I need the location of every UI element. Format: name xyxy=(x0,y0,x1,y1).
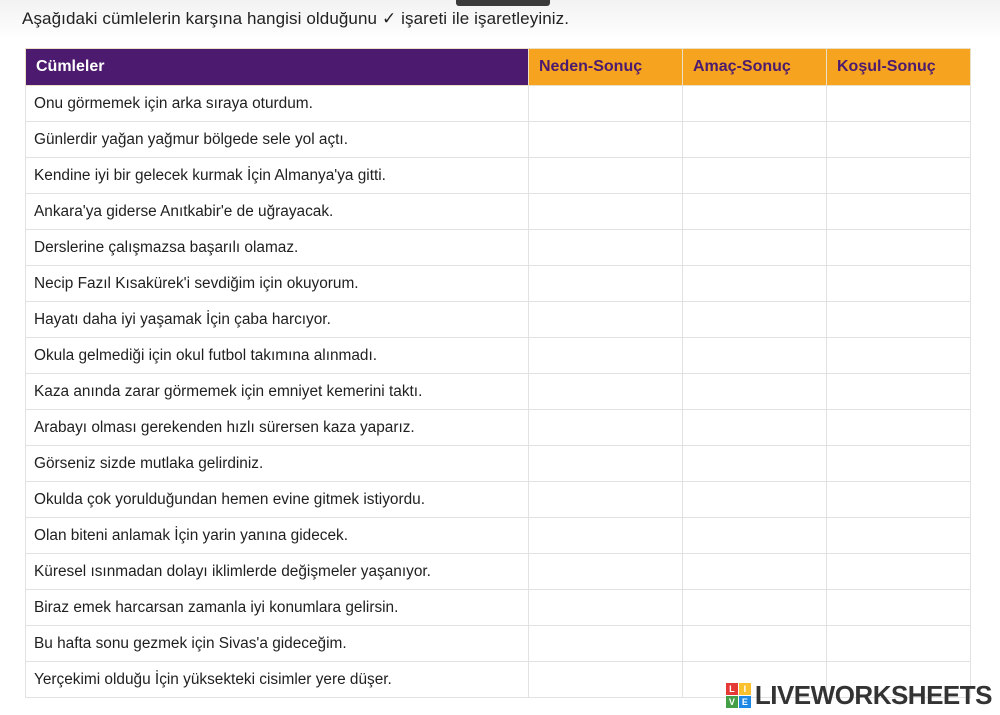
table-row xyxy=(26,338,971,374)
header-amac-sonuc: Amaç-Sonuç xyxy=(683,49,827,86)
answer-cell-neden-sonuc[interactable] xyxy=(529,302,683,338)
answer-cell-neden-sonuc[interactable] xyxy=(529,662,683,698)
worksheet-table xyxy=(25,48,971,698)
table-row xyxy=(26,302,971,338)
answer-cell-amac-sonuc[interactable] xyxy=(683,158,827,194)
sentence-cell: Küresel ısınmadan dolayı iklimlerde değişmeler yaşanıyor. xyxy=(26,554,529,590)
answer-cell-kosul-sonuc[interactable] xyxy=(827,302,971,338)
answer-cell-kosul-sonuc[interactable] xyxy=(827,626,971,662)
answer-cell-kosul-sonuc[interactable] xyxy=(827,122,971,158)
answer-cell-neden-sonuc[interactable] xyxy=(529,446,683,482)
watermark-text: LIVEWORKSHEETS xyxy=(754,679,992,710)
sentence-cell: Kendine iyi bir gelecek kurmak İçin Almanya'ya gitti. xyxy=(26,158,529,194)
table-row xyxy=(26,518,971,554)
answer-cell-neden-sonuc[interactable] xyxy=(529,338,683,374)
answer-cell-amac-sonuc[interactable] xyxy=(683,410,827,446)
answer-cell-amac-sonuc[interactable] xyxy=(683,194,827,230)
answer-cell-neden-sonuc[interactable] xyxy=(529,410,683,446)
answer-cell-amac-sonuc[interactable] xyxy=(683,482,827,518)
logo-letter: I xyxy=(739,683,751,695)
header-row xyxy=(26,49,971,86)
answer-cell-neden-sonuc[interactable] xyxy=(529,86,683,122)
table-row xyxy=(26,86,971,122)
answer-cell-kosul-sonuc[interactable] xyxy=(827,86,971,122)
logo-letter: E xyxy=(739,696,751,708)
sentence-cell: Okulda çok yorulduğundan hemen evine gitmek istiyordu. xyxy=(26,482,529,518)
instruction-text-end: işareti ile işaretleyiniz. xyxy=(396,9,570,28)
answer-cell-amac-sonuc[interactable] xyxy=(683,446,827,482)
sentence-cell: Necip Fazıl Kısakürek'i sevdiğim için okuyorum. xyxy=(26,266,529,302)
answer-cell-neden-sonuc[interactable] xyxy=(529,626,683,662)
sentence-cell: Derslerine çalışmazsa başarılı olamaz. xyxy=(26,230,529,266)
check-mark-icon: ✓ xyxy=(381,9,397,29)
answer-cell-kosul-sonuc[interactable] xyxy=(827,554,971,590)
instruction-text-start: Aşağıdaki cümlelerin karşına hangisi olduğunu xyxy=(22,9,382,28)
answer-cell-neden-sonuc[interactable] xyxy=(529,230,683,266)
answer-cell-neden-sonuc[interactable] xyxy=(529,194,683,230)
answer-cell-neden-sonuc[interactable] xyxy=(529,590,683,626)
sentence-cell: Biraz emek harcarsan zamanla iyi konumlara gelirsin. xyxy=(26,590,529,626)
table-row xyxy=(26,590,971,626)
answer-cell-kosul-sonuc[interactable] xyxy=(827,194,971,230)
liveworksheets-logo-icon xyxy=(726,683,751,708)
sentence-cell: Kaza anında zarar görmemek için emniyet kemerini taktı. xyxy=(26,374,529,410)
table-row xyxy=(26,626,971,662)
table-row xyxy=(26,266,971,302)
table-row xyxy=(26,158,971,194)
answer-cell-amac-sonuc[interactable] xyxy=(683,554,827,590)
answer-cell-kosul-sonuc[interactable] xyxy=(827,266,971,302)
sentence-cell: Ankara'ya giderse Anıtkabir'e de uğrayacak. xyxy=(26,194,529,230)
answer-cell-kosul-sonuc[interactable] xyxy=(827,158,971,194)
sentence-cell: Arabayı olması gerekenden hızlı sürersen kaza yaparız. xyxy=(26,410,529,446)
answer-cell-amac-sonuc[interactable] xyxy=(683,626,827,662)
answer-cell-kosul-sonuc[interactable] xyxy=(827,410,971,446)
table-row xyxy=(26,482,971,518)
answer-cell-kosul-sonuc[interactable] xyxy=(827,338,971,374)
sentence-cell: Yerçekimi olduğu İçin yüksekteki cisimler yere düşer. xyxy=(26,662,529,698)
answer-cell-amac-sonuc[interactable] xyxy=(683,122,827,158)
logo-letter: V xyxy=(726,696,738,708)
answer-cell-neden-sonuc[interactable] xyxy=(529,482,683,518)
answer-cell-neden-sonuc[interactable] xyxy=(529,554,683,590)
answer-cell-amac-sonuc[interactable] xyxy=(683,266,827,302)
answer-cell-kosul-sonuc[interactable] xyxy=(827,446,971,482)
sentence-cell: Onu görmemek için arka sıraya oturdum. xyxy=(26,86,529,122)
answer-cell-neden-sonuc[interactable] xyxy=(529,158,683,194)
sentence-cell: Günlerdir yağan yağmur bölgede sele yol açtı. xyxy=(26,122,529,158)
answer-cell-kosul-sonuc[interactable] xyxy=(827,230,971,266)
answer-cell-neden-sonuc[interactable] xyxy=(529,518,683,554)
answer-cell-kosul-sonuc[interactable] xyxy=(827,482,971,518)
sentence-cell: Olan biteni anlamak İçin yarin yanına gidecek. xyxy=(26,518,529,554)
table-row xyxy=(26,122,971,158)
answer-cell-kosul-sonuc[interactable] xyxy=(827,590,971,626)
answer-cell-amac-sonuc[interactable] xyxy=(683,518,827,554)
table-row xyxy=(26,194,971,230)
header-neden-sonuc: Neden-Sonuç xyxy=(529,49,683,86)
answer-cell-amac-sonuc[interactable] xyxy=(683,86,827,122)
sentence-cell: Görseniz sizde mutlaka gelirdiniz. xyxy=(26,446,529,482)
answer-cell-amac-sonuc[interactable] xyxy=(683,374,827,410)
answer-cell-neden-sonuc[interactable] xyxy=(529,266,683,302)
answer-cell-neden-sonuc[interactable] xyxy=(529,374,683,410)
answer-cell-amac-sonuc[interactable] xyxy=(683,338,827,374)
header-kosul-sonuc: Koşul-Sonuç xyxy=(827,49,971,86)
table-row xyxy=(26,446,971,482)
answer-cell-neden-sonuc[interactable] xyxy=(529,122,683,158)
liveworksheets-watermark xyxy=(726,680,992,710)
answer-cell-amac-sonuc[interactable] xyxy=(683,590,827,626)
logo-letter: L xyxy=(726,683,738,695)
sentence-cell: Hayatı daha iyi yaşamak İçin çaba harcıyor. xyxy=(26,302,529,338)
answer-cell-amac-sonuc[interactable] xyxy=(683,302,827,338)
table-row xyxy=(26,374,971,410)
table-row xyxy=(26,554,971,590)
table-row xyxy=(26,230,971,266)
header-cumleler: Cümleler xyxy=(26,49,529,86)
answer-cell-amac-sonuc[interactable] xyxy=(683,230,827,266)
sentence-cell: Bu hafta sonu gezmek için Sivas'a gideceğim. xyxy=(26,626,529,662)
top-tab-handle xyxy=(456,0,550,6)
table-row xyxy=(26,410,971,446)
answer-cell-kosul-sonuc[interactable] xyxy=(827,374,971,410)
answer-cell-kosul-sonuc[interactable] xyxy=(827,518,971,554)
sentence-cell: Okula gelmediği için okul futbol takımına alınmadı. xyxy=(26,338,529,374)
instruction-text xyxy=(22,9,569,29)
